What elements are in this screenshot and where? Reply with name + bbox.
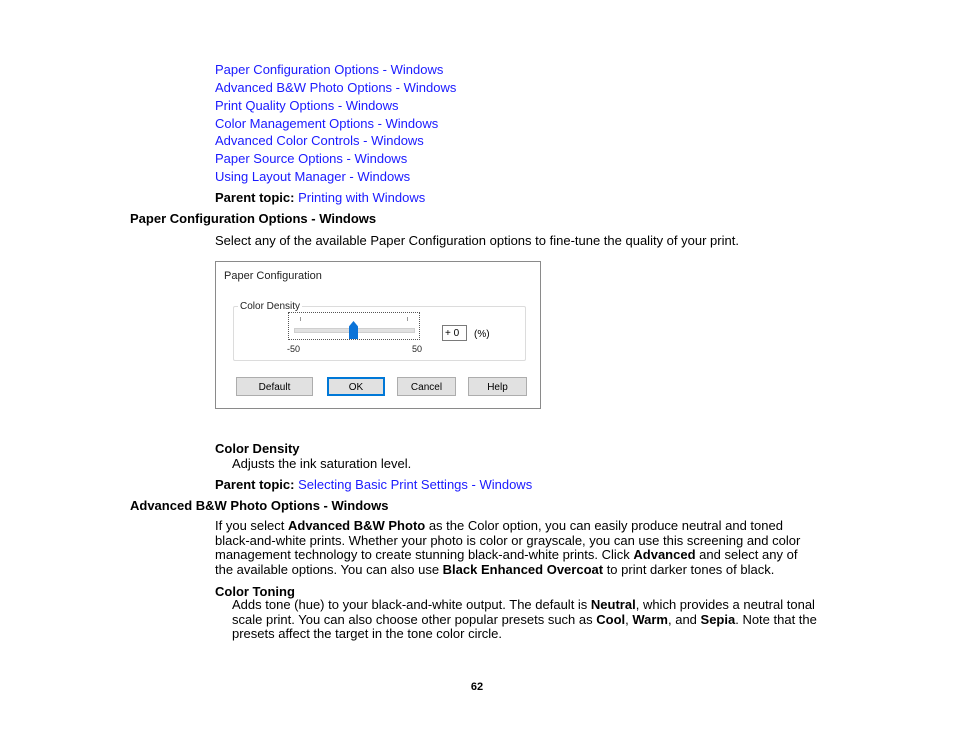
link-selecting-basic-print-settings[interactable]: Selecting Basic Print Settings - Windows: [298, 477, 533, 492]
desc-color-toning: Adds tone (hue) to your black-and-white output. The default is Neutral, which provides a neutral tonal scale print. You can also choose other popular presets such as Cool, Warm, and Sepia. Note that the presets affect the target in the tone color circle.: [232, 597, 817, 642]
default-button[interactable]: Default: [236, 377, 313, 396]
section-heading-advanced-bw: Advanced B&W Photo Options - Windows: [130, 498, 389, 513]
page-number: 62: [470, 681, 484, 693]
slider-tick-min: [300, 317, 301, 321]
link-advanced-bw-photo[interactable]: Advanced B&W Photo Options - Windows: [215, 80, 457, 95]
paper-configuration-dialog: [215, 261, 541, 409]
cancel-button[interactable]: Cancel: [397, 377, 456, 396]
slider-min-label: -50: [287, 344, 301, 354]
section-heading-paper-configuration: Paper Configuration Options - Windows: [130, 211, 377, 226]
color-density-value-input[interactable]: + 0: [442, 325, 467, 341]
term-color-density: Color Density: [215, 441, 300, 456]
term-color-toning: Color Toning: [215, 584, 295, 599]
ok-button[interactable]: OK: [327, 377, 385, 396]
dialog-title: Paper Configuration: [224, 270, 322, 282]
section-intro: Select any of the available Paper Configuration options to fine-tune the quality of your print.: [215, 233, 739, 248]
section2-paragraph: If you select Advanced B&W Photo as the Color option, you can easily produce neutral and toned black-and-white prints. Whether your photo is color or grayscale, you can use this screening and color management technology to create stunning black-and-white prints. Click Advanced and select any of the available options. You can also use Black Enhanced Overcoat to print darker tones of black.: [215, 518, 801, 578]
slider-max-label: 50: [412, 344, 423, 354]
percent-unit-label: (%): [474, 329, 490, 340]
link-paper-configuration[interactable]: Paper Configuration Options - Windows: [215, 62, 444, 77]
parent-topic-label: Parent topic:: [215, 190, 295, 205]
link-paper-source[interactable]: Paper Source Options - Windows: [215, 151, 408, 166]
link-print-quality[interactable]: Print Quality Options - Windows: [215, 98, 399, 113]
link-advanced-color-controls[interactable]: Advanced Color Controls - Windows: [215, 133, 424, 148]
help-button[interactable]: Help: [468, 377, 527, 396]
link-layout-manager[interactable]: Using Layout Manager - Windows: [215, 169, 411, 184]
color-density-group-label: Color Density: [240, 301, 301, 312]
parent-topic-2: [215, 477, 532, 492]
parent-topic-label-2: Parent topic:: [215, 477, 295, 492]
parent-topic-1: [215, 190, 425, 205]
link-color-management[interactable]: Color Management Options - Windows: [215, 116, 439, 131]
slider-tick-max: [407, 317, 408, 321]
desc-color-density: Adjusts the ink saturation level.: [232, 456, 412, 471]
link-printing-with-windows[interactable]: Printing with Windows: [298, 190, 426, 205]
